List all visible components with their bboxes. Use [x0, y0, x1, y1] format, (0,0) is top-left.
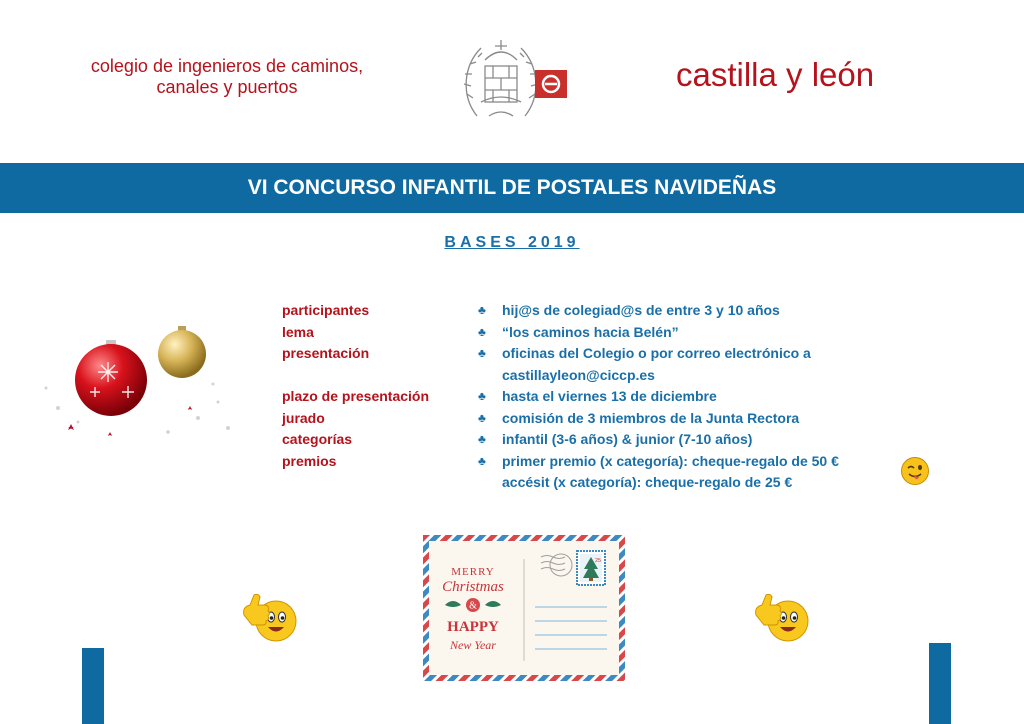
rule-label-blank [282, 365, 482, 387]
postcard-stamp-value: 25 [594, 558, 602, 564]
rule-value-accesit: accésit (x categoría): cheque-regalo de 25 € [502, 474, 793, 490]
club-bullet-icon: ♣ [478, 453, 486, 468]
postcard-line2: Christmas [442, 579, 504, 595]
rule-label-submission: presentación [282, 345, 370, 361]
rules-bullets [478, 300, 492, 472]
left-decorative-bar [82, 648, 104, 724]
rule-value-email[interactable]: castillayleon@ciccp.es [502, 366, 655, 383]
right-decorative-bar [929, 643, 951, 724]
organization-name [62, 56, 392, 98]
region-name: castilla y león [676, 56, 875, 93]
thumbs-up-emoji-icon [752, 585, 814, 647]
bullet-spacer [478, 365, 492, 387]
rule-value-participants: hij@s de colegiad@s de entre 3 y 10 años [502, 302, 780, 318]
winking-tongue-emoji-icon [900, 456, 930, 486]
rule-label-prizes: premios [282, 452, 337, 469]
rule-value-jury: comisión de 3 miembros de la Junta Rectora [502, 409, 800, 426]
rules-subtitle [0, 234, 1024, 252]
rules-subtitle-text: BASES 2019 [444, 234, 580, 251]
rule-value-submission: oficinas del Colegio o por correo electrónico a [502, 345, 811, 361]
postcard-line3: HAPPY [447, 619, 499, 635]
college-crest-logo [455, 36, 567, 128]
postcard-line1: MERRY [451, 566, 495, 578]
thumbs-up-emoji-icon [240, 585, 302, 647]
club-bullet-icon: ♣ [478, 346, 486, 360]
rule-label-motto: lema [282, 323, 314, 340]
club-bullet-icon: ♣ [478, 303, 486, 317]
rule-value-motto: “los caminos hacia Belén” [502, 323, 679, 340]
rule-label-jury: jurado [282, 409, 325, 426]
rule-value-deadline: hasta el viernes 13 de diciembre [502, 388, 717, 404]
rules-values [502, 300, 902, 494]
rule-label-participants: participantes [282, 302, 370, 318]
postcard-ampersand: & [469, 600, 477, 612]
organization-name-line2: canales y puertos [156, 77, 298, 97]
rule-value-categories: infantil (3-6 años) & junior (7-10 años) [502, 431, 753, 447]
rule-label-categories: categorías [282, 431, 353, 447]
postcard-line4: New Year [450, 638, 496, 652]
club-bullet-icon: ♣ [478, 324, 486, 339]
organization-name-line1: colegio de ingenieros de caminos, [90, 56, 364, 76]
rule-label-deadline: plazo de presentación [282, 388, 430, 404]
club-bullet-icon: ♣ [478, 432, 486, 446]
club-bullet-icon: ♣ [478, 389, 486, 403]
christmas-postcard-illustration [423, 535, 625, 681]
rules-labels [282, 300, 482, 472]
club-bullet-icon: ♣ [478, 410, 486, 425]
contest-title-banner: VI CONCURSO INFANTIL DE POSTALES NAVIDEÑAS [0, 163, 1024, 213]
christmas-ornaments-icon [38, 318, 242, 444]
rule-value-first-prize: primer premio (x categoría): cheque-regalo de 50 € [502, 452, 839, 469]
